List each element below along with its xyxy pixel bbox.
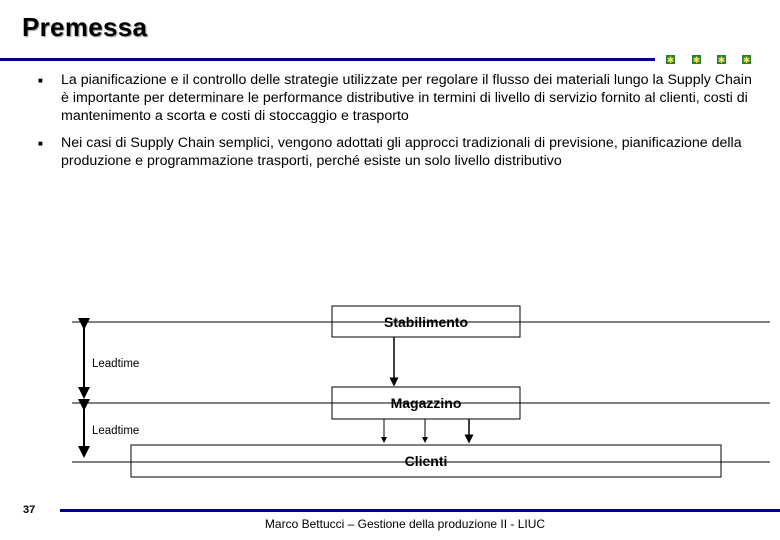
footer-rule — [60, 509, 780, 512]
footer-text: Marco Bettucci – Gestione della produzione II - LIUC — [264, 517, 546, 531]
bullet-icon: ■ — [38, 139, 43, 148]
leadtime-label: Leadtime — [92, 425, 140, 437]
svg-text:✱: ✱ — [666, 55, 675, 65]
bullet-text: Nei casi di Supply Chain semplici, vengono adottati gli approcci tradizionali di previsione, pianificazione della produzione e programmazione trasporti, perché esiste un solo livello distributivo — [61, 135, 742, 169]
star-icon — [742, 55, 751, 65]
node-clienti: Clienti — [404, 453, 448, 469]
slide-title: Premessa — [22, 12, 148, 42]
bullet-icon: ■ — [38, 76, 43, 85]
star-icon — [717, 55, 726, 65]
svg-text:✱: ✱ — [692, 55, 701, 65]
page-number: 37 — [23, 504, 36, 516]
header-rule — [0, 58, 655, 61]
star-icon — [666, 55, 675, 65]
bullet-text: La pianificazione e il controllo delle strategie utilizzate per regolare il flusso dei materiali lungo la Supply Chain è importante per determinare le performance distributive in termini di livello di servizio fornito al clienti, costi di mantenimento a scorta e costi di stoccaggio e trasporto — [61, 72, 752, 124]
level-lines — [72, 322, 770, 462]
node-magazzino: Magazzino — [390, 395, 462, 411]
svg-text:✱: ✱ — [717, 55, 726, 65]
svg-text:✱: ✱ — [742, 55, 751, 65]
leadtime-label: Leadtime — [92, 358, 140, 370]
node-stabilimento: Stabilimento — [383, 314, 468, 330]
star-icon — [692, 55, 701, 65]
